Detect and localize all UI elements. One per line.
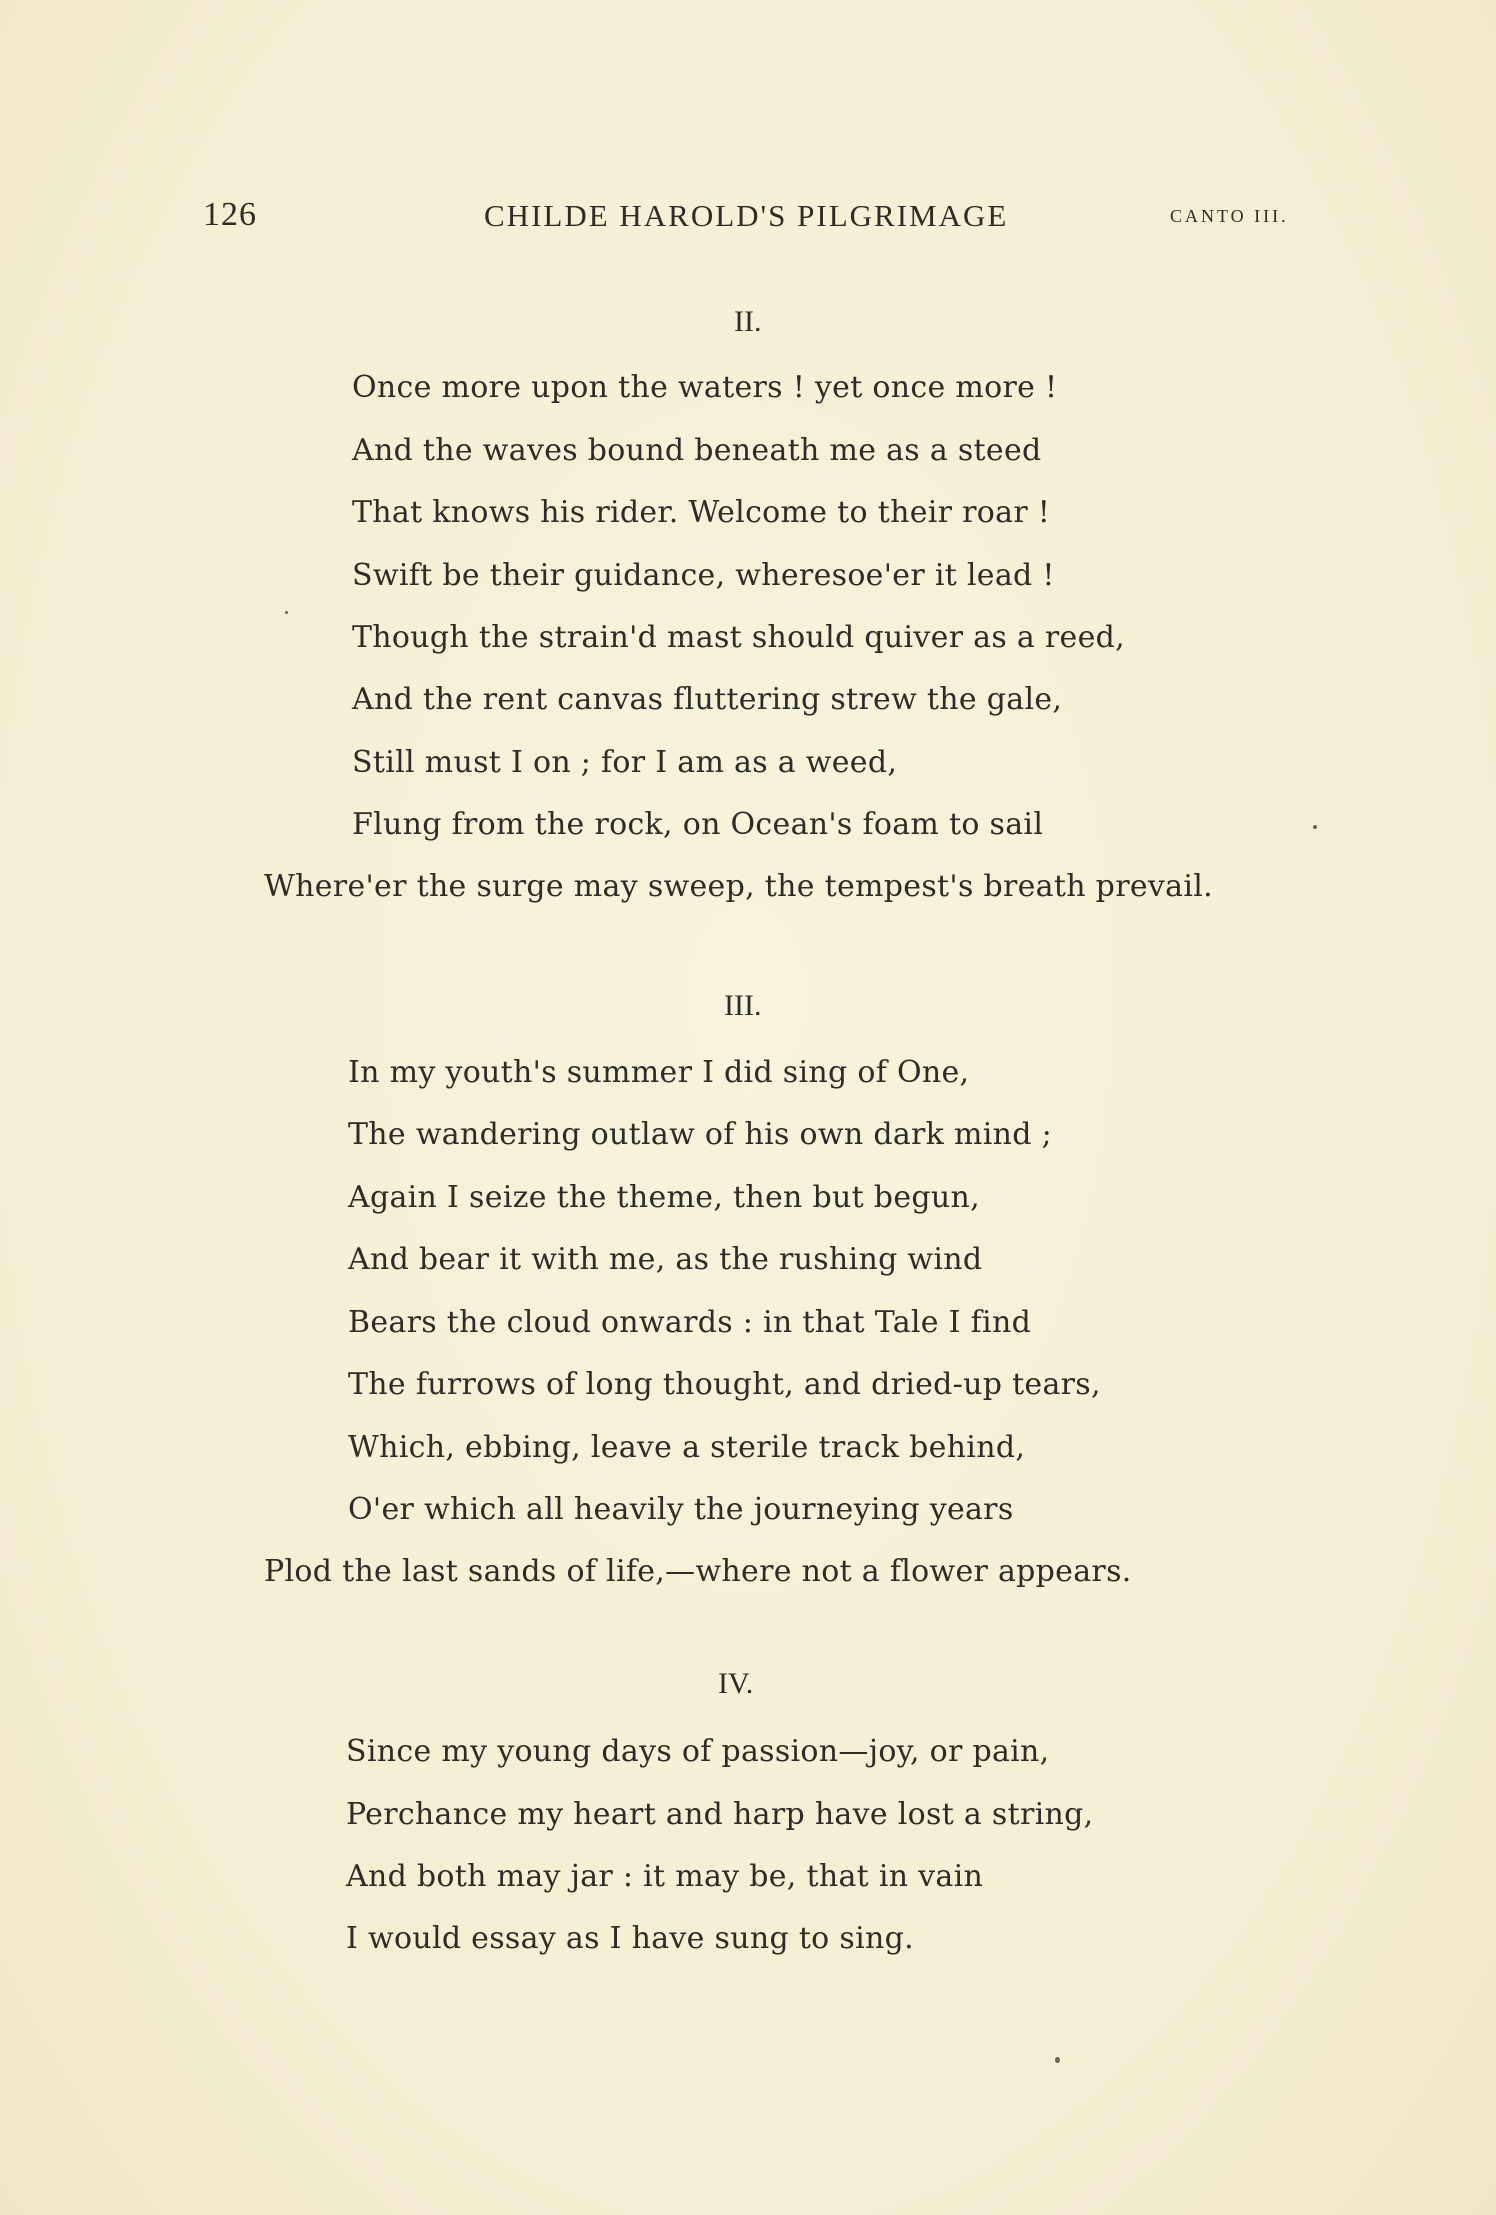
- verse-line: And both may jar : it may be, that in vain: [346, 1859, 984, 1894]
- verse-line: And bear it with me, as the rushing wind: [348, 1242, 983, 1277]
- ink-speck: [1055, 2057, 1060, 2063]
- verse-line: Which, ebbing, leave a sterile track behind,: [348, 1430, 1026, 1465]
- verse-line: Swift be their guidance, wheresoe'er it lead !: [352, 558, 1055, 593]
- verse-line: Again I seize the theme, then but begun,: [348, 1180, 980, 1215]
- verse-line: That knows his rider. Welcome to their roar !: [352, 495, 1051, 530]
- verse-line: And the waves bound beneath me as a steed: [352, 433, 1042, 468]
- verse-line: Where'er the surge may sweep, the tempest's breath prevail.: [264, 869, 1213, 904]
- verse-line: Perchance my heart and harp have lost a string,: [346, 1797, 1094, 1832]
- ink-speck: [285, 611, 288, 614]
- verse-line: Still must I on ; for I am as a weed,: [352, 745, 898, 780]
- verse-line: And the rent canvas fluttering strew the gale,: [352, 682, 1063, 717]
- verse-line: Since my young days of passion—joy, or pain,: [346, 1734, 1050, 1769]
- stanza-number: II.: [734, 305, 762, 338]
- stanza-number: III.: [724, 989, 762, 1022]
- verse-line: In my youth's summer I did sing of One,: [348, 1055, 970, 1090]
- ink-speck: [1313, 825, 1317, 829]
- canto-label: CANTO III.: [1170, 206, 1289, 226]
- running-head: [0, 196, 1496, 236]
- verse-line: O'er which all heavily the journeying years: [348, 1492, 1014, 1527]
- verse-line: Though the strain'd mast should quiver as a reed,: [352, 620, 1126, 655]
- verse-line: The wandering outlaw of his own dark mind ;: [348, 1117, 1052, 1152]
- verse-line: I would essay as I have sung to sing.: [346, 1921, 914, 1956]
- page-number: 126: [203, 196, 257, 233]
- verse-line: Bears the cloud onwards : in that Tale I find: [348, 1305, 1032, 1340]
- verse-line: The furrows of long thought, and dried-up tears,: [348, 1367, 1101, 1402]
- stanza-number: IV.: [718, 1667, 754, 1700]
- running-title: CHILDE HAROLD'S PILGRIMAGE: [484, 198, 1009, 233]
- verse-line: Plod the last sands of life,—where not a flower appears.: [264, 1554, 1132, 1589]
- verse-line: Flung from the rock, on Ocean's foam to sail: [352, 807, 1044, 842]
- verse-line: Once more upon the waters ! yet once more !: [352, 370, 1058, 405]
